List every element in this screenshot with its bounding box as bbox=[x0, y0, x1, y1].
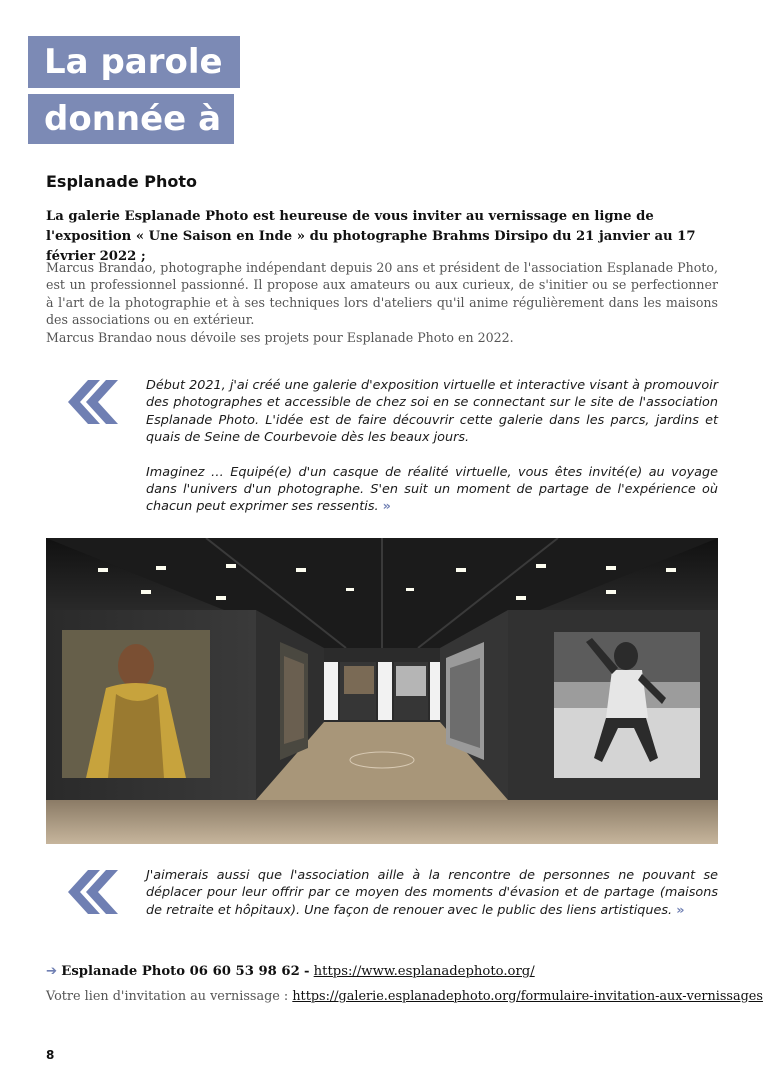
invitation-link[interactable]: https://galerie.esplanadephoto.org/formulaire-invitation-aux-vernissages bbox=[292, 989, 763, 1004]
contact-line bbox=[46, 962, 535, 982]
arrow-right-icon: ➔ bbox=[46, 964, 58, 979]
double-chevron-left-icon bbox=[66, 868, 118, 916]
quote-1-paragraph-2-text: Imaginez … Equipé(e) d'un casque de réalité virtuelle, vous êtes invité(e) au voyage dans l'univers d'un photographe. S'en suit un moment de partage de l'expérience où chacun peut exprimer ses ressentis. bbox=[146, 464, 718, 515]
quote-2-paragraph-1-text: J'aimerais aussi que l'association aille à la rencontre de personnes ne pouvant se déplacer pour leur offrir par ce moyen des moments d'évasion et de partage (maisons de retraite et hôpitaux). Une façon de renouer avec le public des liens artistiques. bbox=[146, 868, 718, 918]
closing-quote-mark: » bbox=[382, 499, 391, 515]
lead-paragraph: La galerie Esplanade Photo est heureuse de vous inviter au vernissage en ligne de l'exposition « Une Saison en Inde » du photographe Brahms Dirsipo du 21 janvier au 17 février 2022 ; bbox=[46, 209, 696, 264]
virtual-gallery-image bbox=[46, 538, 718, 844]
heading-line-1: La parole bbox=[28, 36, 240, 88]
contact-separator: - bbox=[303, 964, 310, 979]
gallery-illustration bbox=[46, 538, 718, 844]
intro-paragraph-1: Marcus Brandao, photographe indépendant depuis 20 ans et président de l'association Esplanade Photo, est un professionnel passionné. Il propose aux amateurs ou aux curieux, de s'initier ou se perfectionner à l'art de la photographie et à ses techniques lors d'ateliers qu'il anime régulièrement dans les maisons des associations ou en extérieur. bbox=[46, 260, 718, 328]
invitation-line bbox=[46, 987, 763, 1007]
invitation-label: Votre lien d'invitation au vernissage : bbox=[46, 989, 289, 1004]
quote-block-2 bbox=[146, 867, 718, 919]
website-link[interactable]: https://www.esplanadephoto.org/ bbox=[313, 964, 535, 979]
closing-quote-mark: » bbox=[676, 902, 685, 918]
quote-2-paragraph-1 bbox=[146, 867, 718, 919]
heading-line-2: donnée à bbox=[28, 94, 234, 144]
quote-1-paragraph-1: Début 2021, j'ai créé une galerie d'exposition virtuelle et interactive visant à promouvoir des photographes et accessible de chez soi en se connectant sur le site de l'association Esplanade Photo. L'idée est de faire découvrir cette galerie dans les parcs, jardins et quais de Seine de Courbevoie dès les beaux jours. bbox=[146, 378, 718, 446]
double-chevron-left-icon bbox=[66, 378, 118, 426]
contact-name-phone: Esplanade Photo 06 60 53 98 62 bbox=[61, 964, 300, 979]
organization-title: Esplanade Photo bbox=[46, 172, 197, 191]
page-number: 8 bbox=[46, 1048, 55, 1062]
quote-block-1 bbox=[146, 377, 718, 516]
quote-1-paragraph-2 bbox=[146, 464, 718, 516]
intro-paragraph-2: Marcus Brandao nous dévoile ses projets pour Esplanade Photo en 2022. bbox=[46, 329, 514, 345]
intro-text bbox=[46, 259, 718, 346]
